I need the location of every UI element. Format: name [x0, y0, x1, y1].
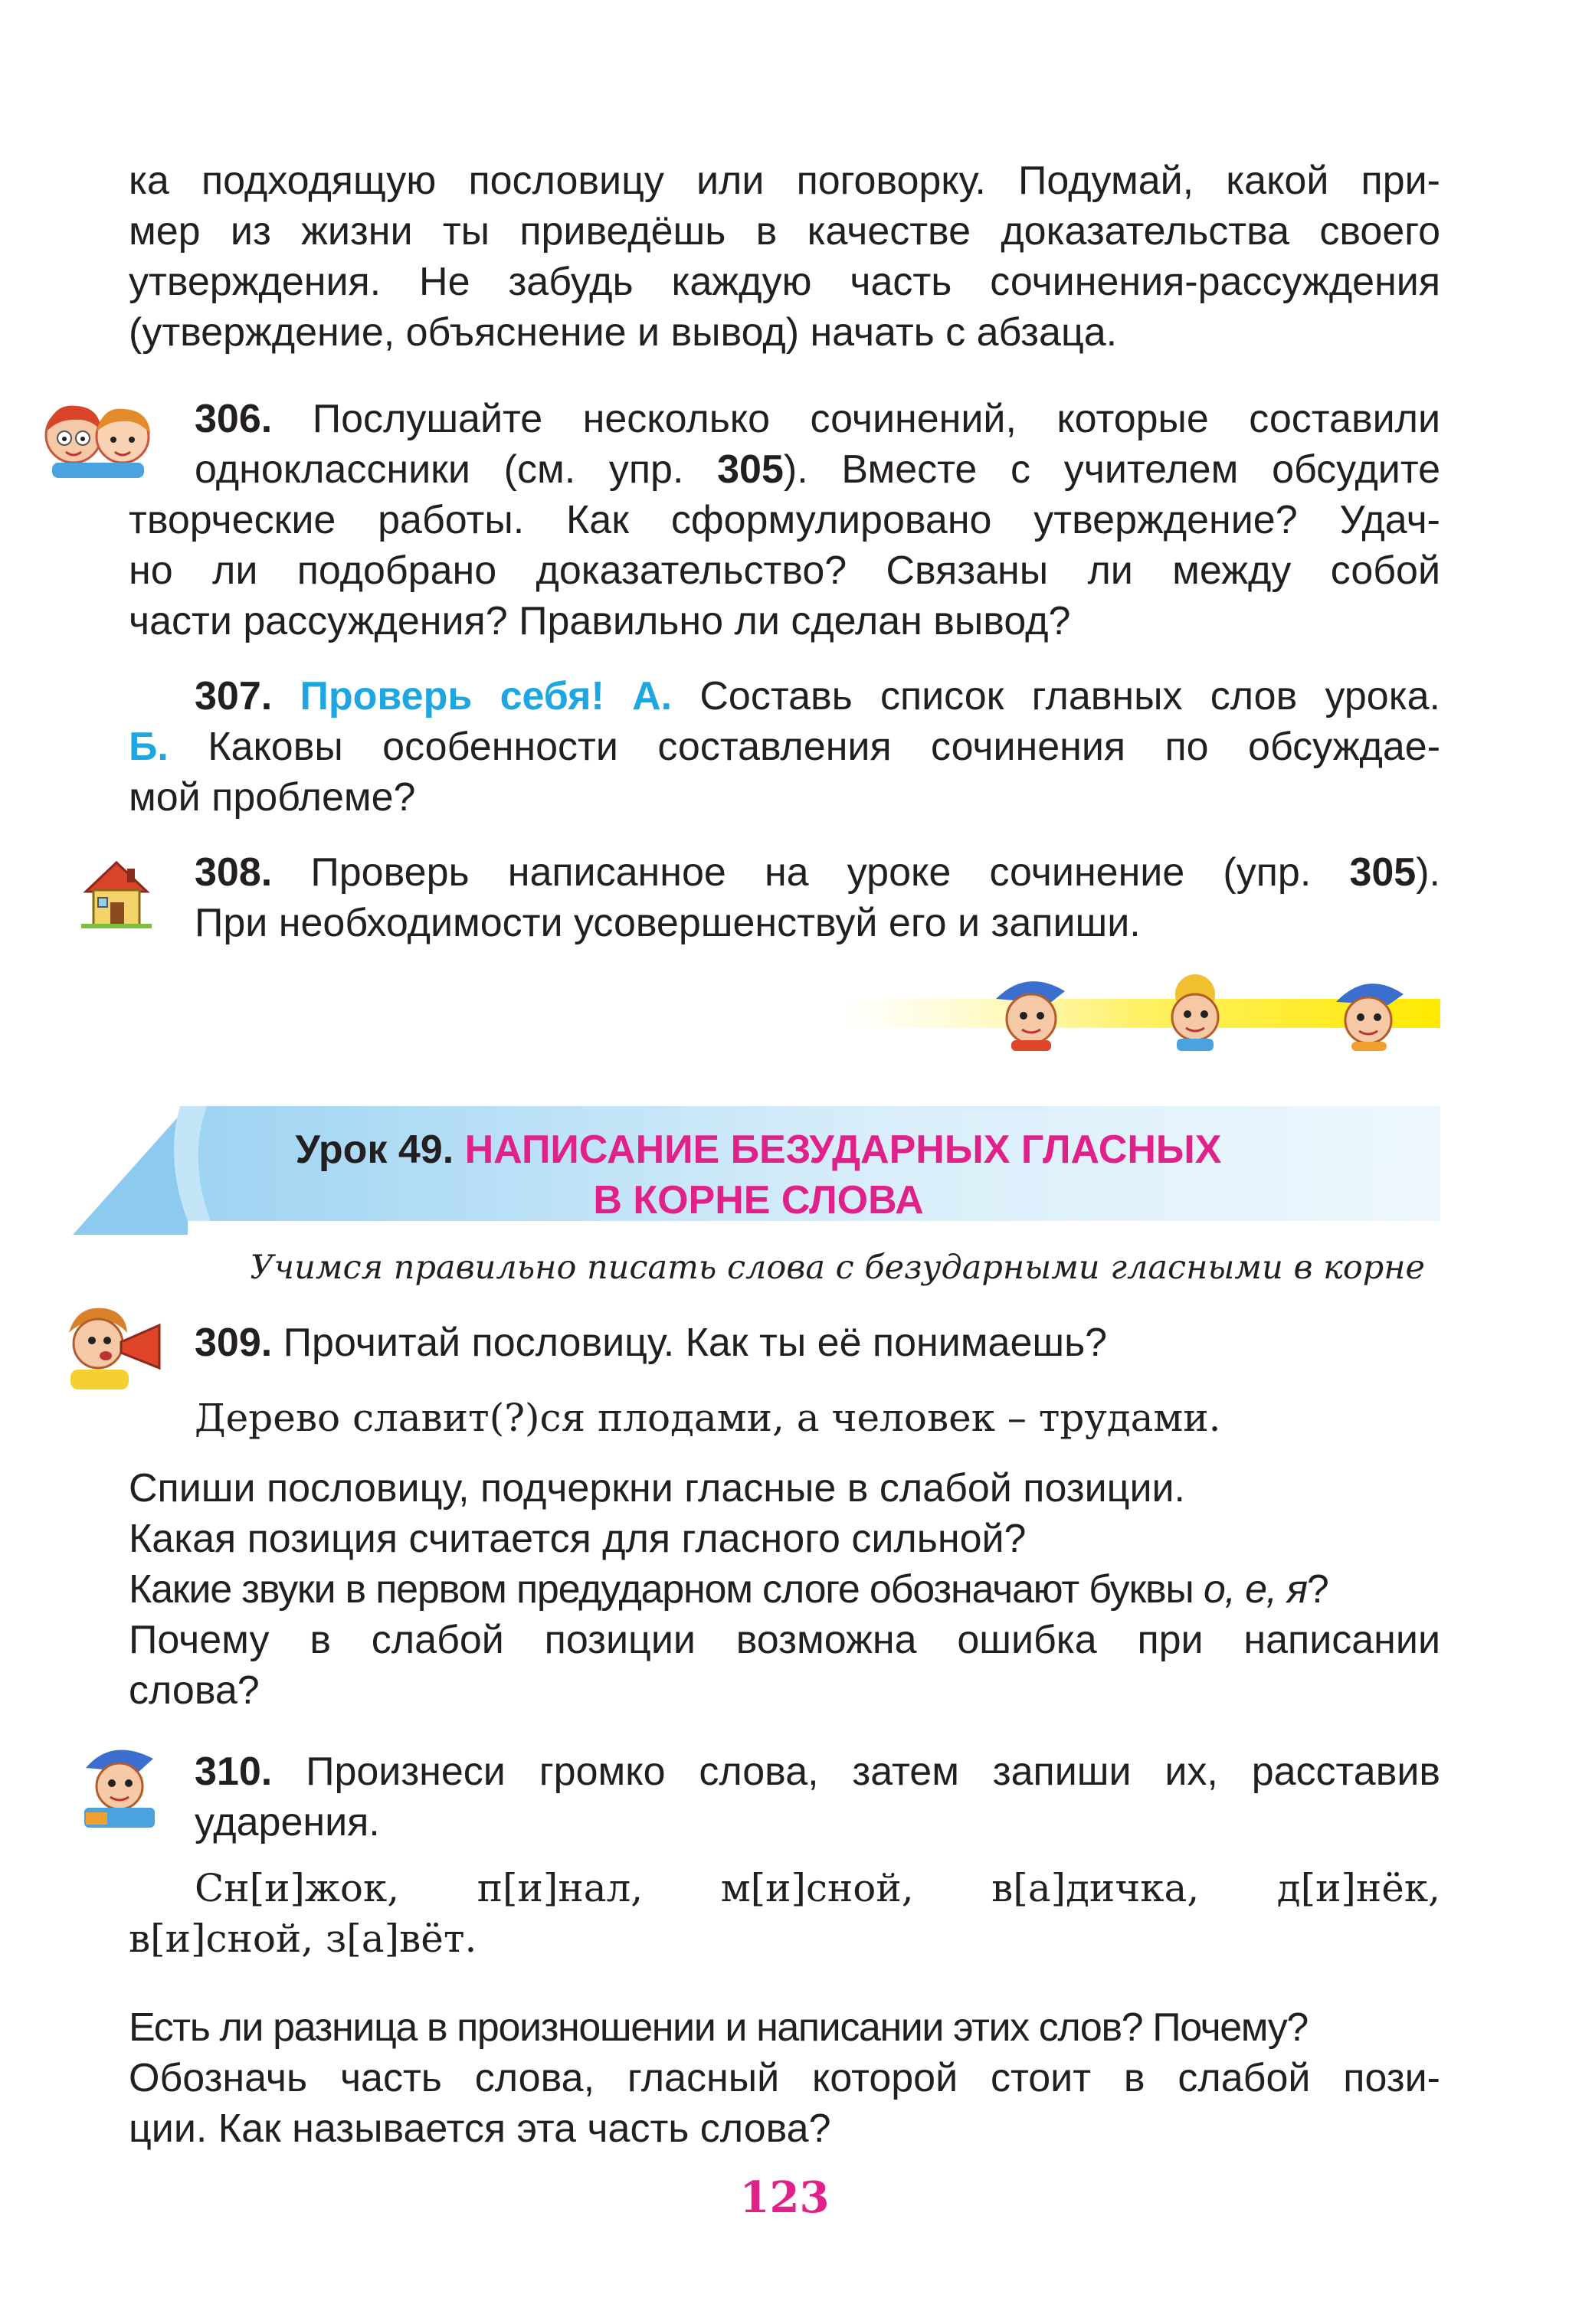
exercise-309-question-2: Какая позиция считается для гласного сильной? [129, 1517, 1027, 1561]
exercise-308-number: 308. [195, 850, 273, 895]
exercise-308 [129, 847, 1440, 948]
character-blue-hat-icon [981, 968, 1080, 1052]
exercise-309-question-4: Почему в слабой позиции возможна ошибка при написании [129, 1618, 1440, 1662]
exercise-310-question-1: Есть ли разница в произношении и написании этих слов? Почему? [129, 2005, 1308, 2050]
exercise-307-text-3: мой проблеме? [129, 775, 416, 820]
exercise-308-text-1a: Проверь написанное на уроке сочинение (упр. [310, 850, 1312, 895]
exercise-309-question-3: Какие звуки в первом предударном слоге обозначают буквы [129, 1567, 1194, 1612]
exercise-306-text-3: творческие работы. Как сформулировано утверждение? Удач- [129, 498, 1440, 542]
exercise-310 [129, 1746, 1440, 1848]
exercise-307-text-1: Составь список главных слов урока. [699, 674, 1440, 718]
exercise-309-number: 309. [195, 1321, 273, 1365]
exercise-310-question-3: ции. Как называется эта часть слова? [129, 2106, 831, 2151]
intro-line-3: утверждения. Не забудь каждую часть сочинения-рассуждения [129, 260, 1440, 304]
exercise-309-question-mark: ? [1306, 1567, 1328, 1612]
exercise-310-words-line-1: Сн[и]жок, п[и]нал, м[и]сной, в[а]дичка, д[и]нёк, [195, 1866, 1440, 1910]
exercise-307-text-2: Каковы особенности составления сочинения по обсуждае- [208, 725, 1441, 769]
lesson-title-line-1: НАПИСАНИЕ БЕЗУДАРНЫХ ГЛАСНЫХ [464, 1128, 1222, 1172]
exercise-306-number: 306. [195, 397, 273, 441]
lesson-label: Урок 49. [295, 1128, 454, 1172]
page-number: 123 [739, 2172, 830, 2223]
exercise-310-number: 310. [195, 1750, 273, 1794]
exercise-306-text-2a: одноклассники (см. упр. [195, 447, 684, 492]
proverb: Дерево славит(?)ся плодами, а человек – трудами. [195, 1396, 1221, 1440]
exercise-310-text-2: ударения. [195, 1800, 380, 1844]
exercise-308-text-1b: ). [1416, 850, 1440, 895]
check-yourself-label: Проверь себя! А. [300, 674, 673, 718]
exercise-309-text-1: Прочитай пословицу. Как ты её понимаешь? [283, 1321, 1108, 1365]
lesson-title [176, 1124, 1341, 1226]
exercise-307-b-label: Б. [129, 725, 169, 769]
intro-line-1: ка подходящую пословицу или поговорку. Подумай, какой при- [129, 159, 1440, 203]
lesson-subtitle: Учимся правильно писать слова с безударными гласными в корне [250, 1249, 1425, 1287]
exercise-309-question-1: Спиши пословицу, подчеркни гласные в слабой позиции. [129, 1466, 1185, 1511]
exercise-307 [129, 671, 1440, 823]
exercise-310-text-1: Произнеси громко слова, затем запиши их, расставив [306, 1750, 1440, 1794]
exercise-309-questions [129, 1463, 1440, 1716]
character-curly-icon [1149, 968, 1241, 1052]
exercise-309-letters: о, е, я [1203, 1567, 1307, 1612]
exercise-306-text-4: но ли подобрано доказательство? Связаны ли между собой [129, 548, 1440, 593]
intro-paragraph [129, 155, 1440, 358]
exercise-306-ref: 305 [717, 447, 784, 492]
intro-line-4: (утверждение, объяснение и вывод) начать с абзаца. [129, 310, 1118, 355]
character-red-hat-icon [1318, 968, 1417, 1052]
exercise-306 [129, 394, 1440, 646]
exercise-308-text-2: При необходимости усовершенствуй его и запиши. [195, 901, 1141, 945]
exercise-306-text-2b: ). Вместе с учителем обсудите [783, 447, 1440, 492]
exercise-306-text-1: Послушайте несколько сочинений, которые составили [312, 397, 1440, 441]
exercise-310-questions [129, 2002, 1440, 2154]
exercise-310-question-2: Обозначь часть слова, гласный которой стоит в слабой пози- [129, 2056, 1440, 2100]
exercise-306-text-5: части рассуждения? Правильно ли сделан вывод? [129, 599, 1071, 643]
intro-line-2: мер из жизни ты приведёшь в качестве доказательства своего [129, 209, 1440, 254]
exercise-309 [129, 1317, 1440, 1368]
lesson-title-line-2: В КОРНЕ СЛОВА [593, 1178, 924, 1223]
exercise-307-number: 307. [195, 674, 273, 718]
exercise-310-words [129, 1863, 1440, 1964]
exercise-309-question-5: слова? [129, 1668, 260, 1713]
exercise-308-ref: 305 [1349, 850, 1417, 895]
exercise-310-words-line-2: в[и]сной, з[а]вёт. [129, 1916, 477, 1961]
